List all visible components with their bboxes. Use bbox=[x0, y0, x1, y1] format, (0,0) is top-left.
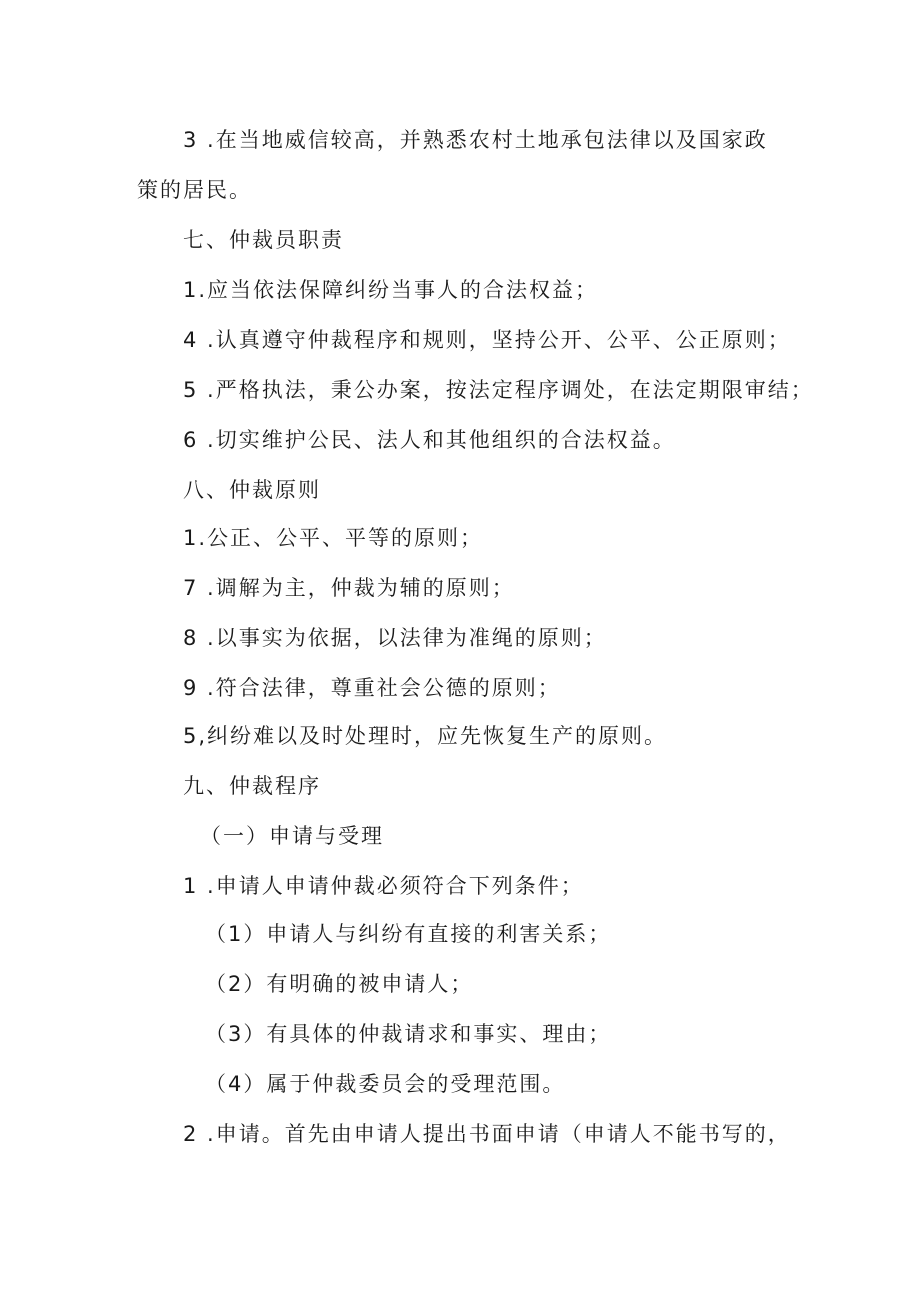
procedure-item-2: 2 .申请。首先由申请人提出书面申请（申请人不能书写的， bbox=[183, 1122, 791, 1146]
section-heading-arbitration-procedure: 九、仲裁程序 bbox=[183, 774, 321, 798]
condition-item-1: （1）申请人与纠纷有直接的利害关系； bbox=[205, 922, 612, 946]
principle-item-8: 8 .以事实为依据，以法律为准绳的原则； bbox=[183, 626, 607, 650]
condition-item-2: （2）有明确的被申请人； bbox=[205, 972, 474, 996]
principle-item-9: 9 .符合法律，尊重社会公德的原则； bbox=[183, 676, 561, 700]
procedure-item-1: 1 .申请人申请仲裁必须符合下列条件； bbox=[183, 874, 584, 898]
duty-item-1: 1.应当依法保障纠纷当事人的合法权益； bbox=[183, 278, 599, 302]
paragraph-item-3-line-2: 策的居民。 bbox=[137, 178, 252, 202]
principle-item-7: 7 .调解为主，仲裁为辅的原则； bbox=[183, 576, 515, 600]
principle-item-5: 5,纠纷难以及时处理时，应先恢复生产的原则。 bbox=[183, 724, 668, 748]
principle-item-1: 1.公正、公平、平等的原则； bbox=[183, 526, 484, 550]
section-heading-arbitrator-duties: 七、仲裁员职责 bbox=[183, 228, 344, 252]
duty-item-6: 6 .切实维护公民、法人和其他组织的合法权益。 bbox=[183, 428, 676, 452]
condition-item-4: （4）属于仲裁委员会的受理范围。 bbox=[205, 1072, 566, 1096]
duty-item-4: 4 .认真遵守仲裁程序和规则，坚持公开、公平、公正原则； bbox=[183, 328, 791, 352]
section-heading-arbitration-principles: 八、仲裁原则 bbox=[183, 478, 321, 502]
subsection-heading-application-acceptance: （一）申请与受理 bbox=[200, 824, 384, 848]
duty-item-5: 5 .严格执法，秉公办案，按法定程序调处，在法定期限审结； bbox=[183, 378, 814, 402]
paragraph-item-3-line-1: 3 .在当地威信较高，并熟悉农村土地承包法律以及国家政 bbox=[183, 128, 768, 152]
condition-item-3: （3）有具体的仲裁请求和事实、理由； bbox=[205, 1022, 612, 1046]
